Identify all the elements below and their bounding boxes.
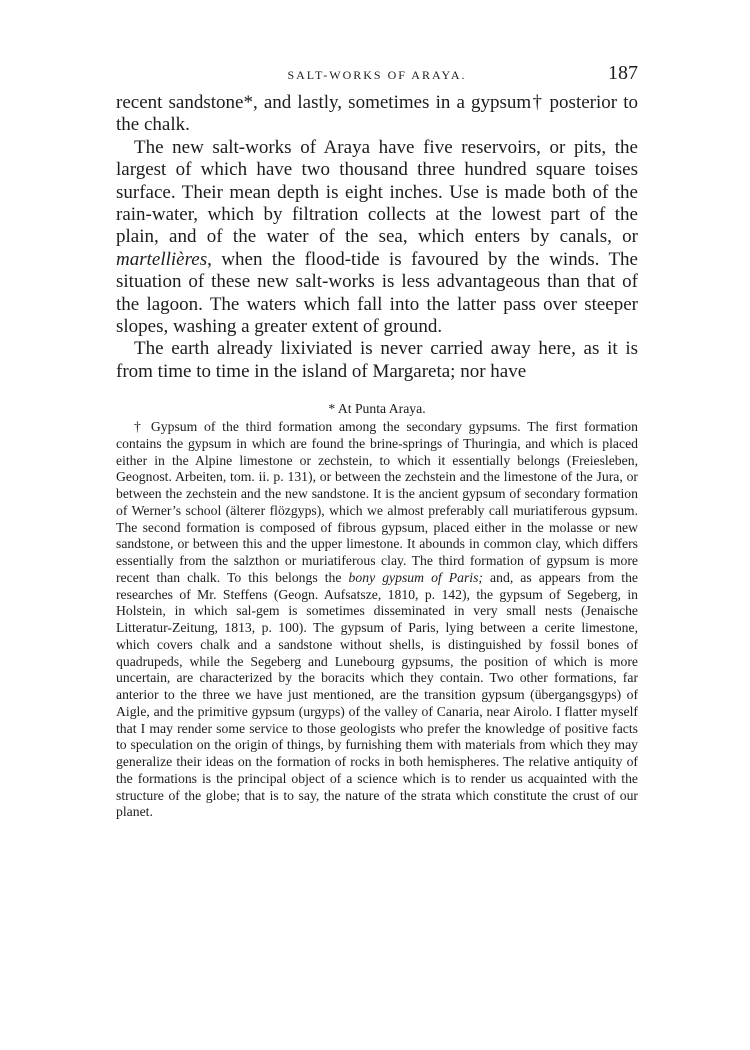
paragraph-text: The new salt-works of Araya have five reservoirs, or pits, the largest of which have two thousand three hundred square toises surface. Their mean depth is eight inches. Use is made both of the rain-water, which by filtration collects at the lowest part of the plain, and of the water of the sea, which enters by canals, or <box>116 136 638 248</box>
paragraph-continuation: recent sandstone*, and lastly, sometimes in a gypsum† posterior to the chalk. <box>116 92 638 136</box>
body-text <box>116 92 638 383</box>
footnote-text: and, as appears from the researches of Mr. Steffens (Geogn. Aufsatsze, 1810, p. 142), the gypsum of Segeberg, in Holstein, in which sal-gem is sometimes disseminated in very small nests (Jenaische Litteratur-Zeitung, 1813, p. 100). The gypsum of Paris, lying between a cerite limestone, which covers chalk and a sandstone without shells, is distinguished by fossil bones of quadrupeds, while the Segeberg and Lunebourg gypsums, the position of which is more uncertain, are characterized by the boracits which they contain. Two other formations, far anterior to the three we have just mentioned, are the transition gypsum (übergangsgyps) of Aigle, and the primitive gypsum (urgyps) of the valley of Canaria, near Airolo. I flatter myself that I may render some service to those geologists who prefer the knowledge of positive facts to speculation on the origin of things, by furnishing them with materials from which they may generalize their ideas on the formation of rocks in both hemispheres. The relative antiquity of the formations is the principal object of a science which is to render us acquainted with the structure of the globe; that is to say, the nature of the strata which constitute the crust of our planet. <box>116 569 638 820</box>
footnote-text: † Gypsum of the third formation among the secondary gypsums. The first formation contains the gypsum in which are found the brine-springs of Thuringia, and which is placed either in the Alpine limestone or zechstein, to which it essentially belongs (Freiesleben, Geognost. Arbeiten, tom. ii. p. 131), or between the zechstein and the limestone of the Jura, or between the zechstein and the new sandstone. It is the ancient gypsum of secondary formation of Werner’s school (älterer flözgyps), which we almost preferably call muriatiferous gypsum. The second formation is composed of fibrous gypsum, placed either in the molasse or new sandstone, or between this and the upper limestone. It abounds in common clay, which differs essentially from the salzthon or muriatiferous clay. The third formation of gypsum is more recent than chalk. To this belongs the <box>116 419 638 585</box>
running-head: SALT-WORKS OF ARAYA. <box>287 68 467 82</box>
footnote-dagger <box>116 419 638 821</box>
footnotes <box>116 401 638 821</box>
paragraph-text: , when the flood-tide is favoured by the winds. The situation of these new salt-works is less advantageous than that of the lagoon. The waters which fall into the latter pass over steeper slopes, washing a greater extent of ground. <box>116 248 638 338</box>
page-number: 187 <box>608 62 638 84</box>
paragraph-new-salt-works <box>116 137 638 339</box>
page-header <box>116 58 638 92</box>
emphasis-term: martellières <box>116 248 208 270</box>
paragraph-lixiviated-earth: The earth already lixiviated is never carried away here, as it is from time to time in the island of Margareta; nor have <box>116 338 638 382</box>
book-page <box>116 58 638 821</box>
footnote-star: * At Punta Araya. <box>328 401 426 417</box>
emphasis-term: bony gypsum of Paris; <box>348 569 483 585</box>
